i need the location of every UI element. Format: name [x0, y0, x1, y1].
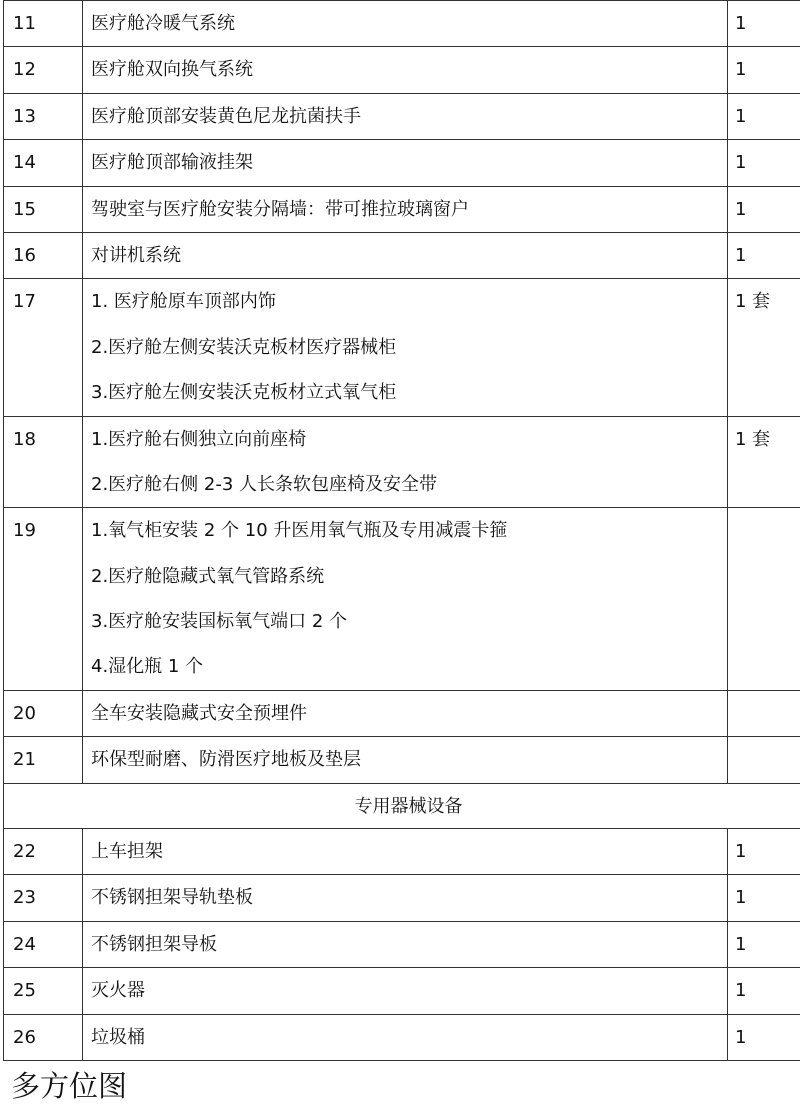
item-number-cell	[4, 279, 83, 416]
item-description-line: 1. 医疗舱原车顶部内饰	[91, 291, 276, 313]
item-quantity-cell	[728, 875, 800, 921]
item-description-cell	[83, 1014, 728, 1060]
item-quantity: 1	[735, 244, 747, 266]
table-row	[4, 508, 800, 691]
item-description-cell	[83, 47, 728, 93]
item-number: 20	[13, 702, 36, 724]
item-quantity-cell	[728, 93, 800, 139]
item-number: 21	[13, 749, 36, 771]
item-quantity-cell	[728, 47, 800, 93]
item-number: 17	[13, 291, 36, 313]
item-description-line: 不锈钢担架导板	[91, 933, 217, 955]
table-row	[4, 416, 800, 508]
table-row	[4, 1014, 800, 1060]
item-description-cell	[83, 279, 728, 416]
item-number: 16	[13, 244, 36, 266]
item-description-line: 驾驶室与医疗舱安装分隔墙：带可推拉玻璃窗户	[91, 198, 469, 220]
item-description-line: 3.医疗舱左侧安装沃克板材立式氧气柜	[91, 382, 397, 404]
item-number-cell	[4, 737, 83, 783]
item-description-line: 4.湿化瓶 1 个	[91, 656, 204, 678]
item-number: 23	[13, 887, 36, 909]
table-row	[4, 968, 800, 1014]
item-quantity-cell	[728, 737, 800, 783]
item-number-cell	[4, 416, 83, 508]
item-description-cell	[83, 93, 728, 139]
item-description-line: 2.医疗舱左侧安装沃克板材医疗器械柜	[91, 336, 397, 358]
item-description-line: 医疗舱冷暖气系统	[91, 13, 235, 34]
item-number: 24	[13, 933, 36, 955]
item-quantity: 1 套	[735, 291, 771, 313]
item-quantity-cell	[728, 232, 800, 278]
item-description-line: 医疗舱顶部输液挂架	[91, 152, 253, 174]
item-number: 26	[13, 1026, 36, 1048]
table-row	[4, 875, 800, 921]
item-number-cell	[4, 1014, 83, 1060]
item-quantity: 1 套	[735, 428, 771, 450]
item-quantity-cell	[728, 1014, 800, 1060]
item-description-cell	[83, 737, 728, 783]
item-description-line: 全车安装隐藏式安全预埋件	[91, 702, 307, 724]
item-quantity-cell	[728, 140, 800, 186]
section-row	[4, 783, 800, 828]
table-row	[4, 232, 800, 278]
item-quantity-cell	[728, 186, 800, 232]
item-description-line: 不锈钢担架导轨垫板	[91, 887, 253, 909]
item-number: 15	[13, 198, 36, 220]
item-description-line: 医疗舱双向换气系统	[91, 59, 253, 81]
section-heading: 多方位图	[11, 1069, 128, 1103]
item-quantity: 1	[735, 1026, 747, 1048]
item-description-line: 2.医疗舱隐藏式氧气管路系统	[91, 565, 325, 587]
item-quantity: 1	[735, 841, 747, 863]
item-description-cell	[83, 829, 728, 875]
item-description-cell	[83, 508, 728, 691]
item-description-cell	[83, 416, 728, 508]
item-quantity: 1	[735, 13, 747, 34]
table-row	[4, 1, 800, 47]
item-quantity: 1	[735, 105, 747, 127]
item-quantity	[735, 737, 800, 782]
item-quantity: 1	[735, 887, 747, 909]
item-quantity: 1	[735, 59, 747, 81]
item-description-line: 1.氧气柜安装 2 个 10 升医用氧气瓶及专用减震卡箍	[91, 520, 508, 542]
item-description-cell	[83, 690, 728, 736]
item-number-cell	[4, 1, 83, 47]
table-row	[4, 829, 800, 875]
item-description-cell	[83, 186, 728, 232]
item-number-cell	[4, 47, 83, 93]
equipment-table-body	[4, 1, 800, 1061]
item-number-cell	[4, 93, 83, 139]
item-quantity-cell	[728, 921, 800, 967]
item-number: 13	[13, 105, 36, 127]
section-title: 专用器械设备	[4, 783, 800, 828]
item-quantity-cell	[728, 279, 800, 416]
item-quantity-cell	[728, 829, 800, 875]
item-number-cell	[4, 921, 83, 967]
item-description-line: 3.医疗舱安装国标氧气端口 2 个	[91, 611, 348, 633]
item-number: 22	[13, 841, 36, 863]
item-number-cell	[4, 968, 83, 1014]
item-number: 19	[13, 520, 36, 542]
item-number-cell	[4, 875, 83, 921]
item-quantity	[735, 508, 800, 553]
item-number-cell	[4, 508, 83, 691]
item-number: 11	[13, 13, 36, 34]
table-row	[4, 186, 800, 232]
item-number: 12	[13, 59, 36, 81]
item-quantity-cell	[728, 690, 800, 736]
item-quantity: 1	[735, 933, 747, 955]
item-quantity-cell	[728, 968, 800, 1014]
item-description-cell	[83, 875, 728, 921]
item-description-line: 2.医疗舱右侧 2-3 人长条软包座椅及安全带	[91, 473, 438, 495]
item-number: 18	[13, 428, 36, 450]
item-description-line: 垃圾桶	[91, 1026, 145, 1048]
item-description-line: 对讲机系统	[91, 244, 181, 266]
item-quantity	[735, 691, 800, 736]
table-row	[4, 140, 800, 186]
item-description-cell	[83, 1, 728, 47]
table-row	[4, 690, 800, 736]
table-row	[4, 279, 800, 416]
item-number: 25	[13, 980, 36, 1002]
item-description-cell	[83, 968, 728, 1014]
item-number-cell	[4, 140, 83, 186]
item-number: 14	[13, 152, 36, 174]
item-quantity: 1	[735, 980, 747, 1002]
item-quantity: 1	[735, 152, 747, 174]
item-number-cell	[4, 690, 83, 736]
table-row	[4, 921, 800, 967]
item-number-cell	[4, 232, 83, 278]
item-description-line: 环保型耐磨、防滑医疗地板及垫层	[91, 749, 361, 771]
item-description-cell	[83, 921, 728, 967]
item-number-cell	[4, 186, 83, 232]
item-description-cell	[83, 140, 728, 186]
item-description-line: 医疗舱顶部安装黄色尼龙抗菌扶手	[91, 105, 361, 127]
item-quantity-cell	[728, 1, 800, 47]
item-quantity-cell	[728, 508, 800, 691]
item-description-line: 1.医疗舱右侧独立向前座椅	[91, 428, 307, 450]
table-row	[4, 737, 800, 783]
table-row	[4, 47, 800, 93]
table-row	[4, 93, 800, 139]
item-description-line: 灭火器	[91, 980, 145, 1002]
item-description-cell	[83, 232, 728, 278]
equipment-table	[3, 0, 800, 1061]
item-number-cell	[4, 829, 83, 875]
item-quantity: 1	[735, 198, 747, 220]
item-quantity-cell	[728, 416, 800, 508]
item-description-line: 上车担架	[91, 841, 163, 863]
